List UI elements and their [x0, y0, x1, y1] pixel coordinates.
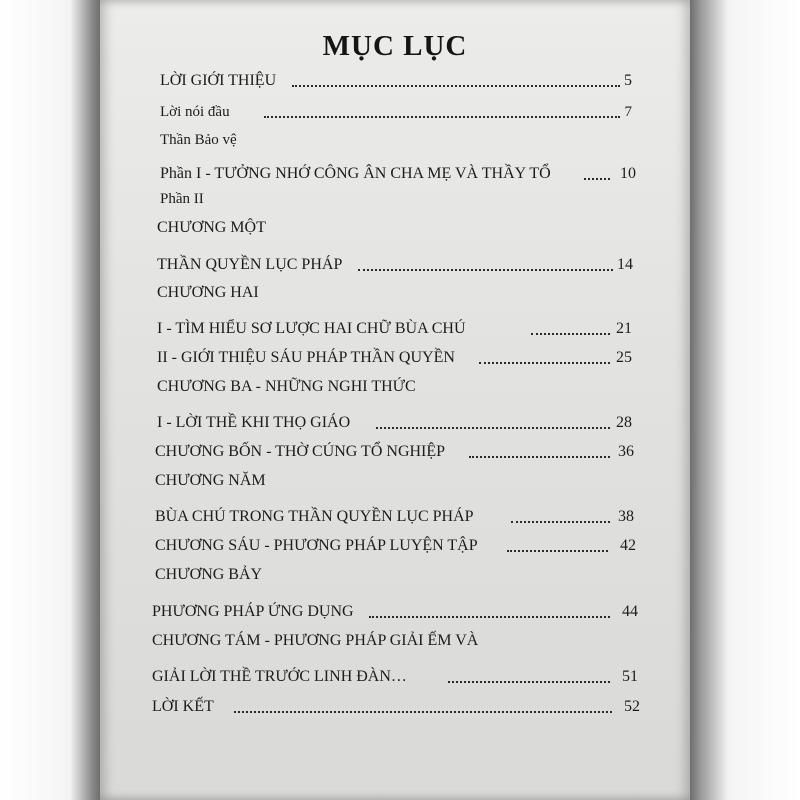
toc-entry — [100, 312, 690, 342]
toc-page-number: 38 — [618, 508, 634, 525]
toc-page-number: 25 — [616, 349, 632, 366]
toc-entry-title: Phần II — [160, 191, 204, 207]
toc-entry — [100, 182, 690, 212]
toc-entry — [100, 211, 690, 241]
toc-entry — [100, 341, 690, 371]
toc-entry — [100, 624, 690, 654]
page-title: MỤC LỤC — [322, 30, 468, 62]
toc-entry-title: CHƯƠNG BỐN - THỜ CÚNG TỔ NGHIỆP — [155, 443, 446, 460]
toc-entry-title: BÙA CHÚ TRONG THẦN QUYỀN LỤC PHÁP — [155, 508, 474, 525]
toc-entry — [100, 64, 690, 94]
toc-page-number: 5 — [624, 72, 632, 89]
toc-dot-leader — [264, 116, 620, 118]
toc-entry — [100, 660, 690, 690]
toc-entry — [100, 123, 690, 153]
toc-dot-leader — [479, 362, 610, 364]
toc-page-number: 52 — [624, 698, 640, 715]
toc-entry — [100, 529, 690, 559]
toc-dot-leader — [234, 711, 612, 713]
toc-entry-title: II - GIỚI THIỆU SÁU PHÁP THẦN QUYỀN — [157, 349, 455, 366]
toc-entry-title: Phần I - TƯỞNG NHỚ CÔNG ÂN CHA MẸ VÀ THẦY TỔ — [160, 165, 551, 182]
toc-entry-title: CHƯƠNG HAI — [157, 284, 259, 301]
toc-entry-title: CHƯƠNG BA - NHỮNG NGHI THỨC — [157, 378, 416, 395]
toc-entry-title: Thần Bảo vệ — [160, 132, 237, 148]
toc-entry-title: GIẢI LỜI THỀ TRƯỚC LINH ĐÀN… — [152, 668, 407, 685]
background-right — [690, 0, 800, 800]
toc-page-number: 28 — [616, 414, 632, 431]
toc-entry-title: PHƯƠNG PHÁP ỨNG DỤNG — [152, 603, 354, 620]
toc-entry — [100, 248, 690, 278]
toc-entry — [100, 558, 690, 588]
toc-entry — [100, 595, 690, 625]
toc-entry — [100, 95, 690, 125]
toc-entry-title: CHƯƠNG SÁU - PHƯƠNG PHÁP LUYỆN TẬP — [155, 537, 478, 554]
toc-entry-title: THẦN QUYỀN LỤC PHÁP — [157, 256, 343, 273]
toc-dot-leader — [369, 616, 610, 618]
toc-page-number: 21 — [616, 320, 632, 337]
toc-dot-leader — [507, 550, 608, 552]
toc-dot-leader — [292, 85, 620, 87]
toc-entry-title: CHƯƠNG BẢY — [155, 566, 263, 583]
toc-entry — [100, 435, 690, 465]
toc-entry-title: LỜI GIỚI THIỆU — [160, 72, 277, 89]
toc-entry-title: LỜI KẾT — [152, 698, 214, 715]
toc-entry — [100, 370, 690, 400]
toc-entry — [100, 276, 690, 306]
toc-page-number: 7 — [624, 104, 632, 120]
toc-page-number: 51 — [622, 668, 638, 685]
toc-entry-title: I - LỜI THỀ KHI THỌ GIÁO — [157, 414, 351, 431]
toc-dot-leader — [358, 269, 613, 271]
toc-page-number: 44 — [622, 603, 638, 620]
toc-dot-leader — [376, 427, 610, 429]
background-left — [0, 0, 100, 800]
toc-entry-title: CHƯƠNG TÁM - PHƯƠNG PHÁP GIẢI ẾM VÀ — [152, 632, 479, 649]
toc-page-number: 36 — [618, 443, 634, 460]
book-page — [100, 0, 690, 800]
toc-entry-title: Lời nói đầu — [160, 104, 230, 120]
toc-entry-title: CHƯƠNG MỘT — [157, 219, 266, 236]
toc-entry-title: I - TÌM HIỂU SƠ LƯỢC HAI CHỮ BÙA CHÚ — [157, 320, 466, 337]
toc-entry — [100, 464, 690, 494]
toc-page-number: 14 — [617, 256, 633, 273]
toc-page-number: 42 — [620, 537, 636, 554]
toc-entry — [100, 406, 690, 436]
toc-dot-leader — [469, 456, 610, 458]
toc-entry — [100, 690, 690, 720]
toc-page-number: 10 — [620, 165, 636, 182]
toc-dot-leader — [448, 681, 610, 683]
toc-entry-title: CHƯƠNG NĂM — [155, 472, 266, 489]
toc-entry — [100, 500, 690, 530]
